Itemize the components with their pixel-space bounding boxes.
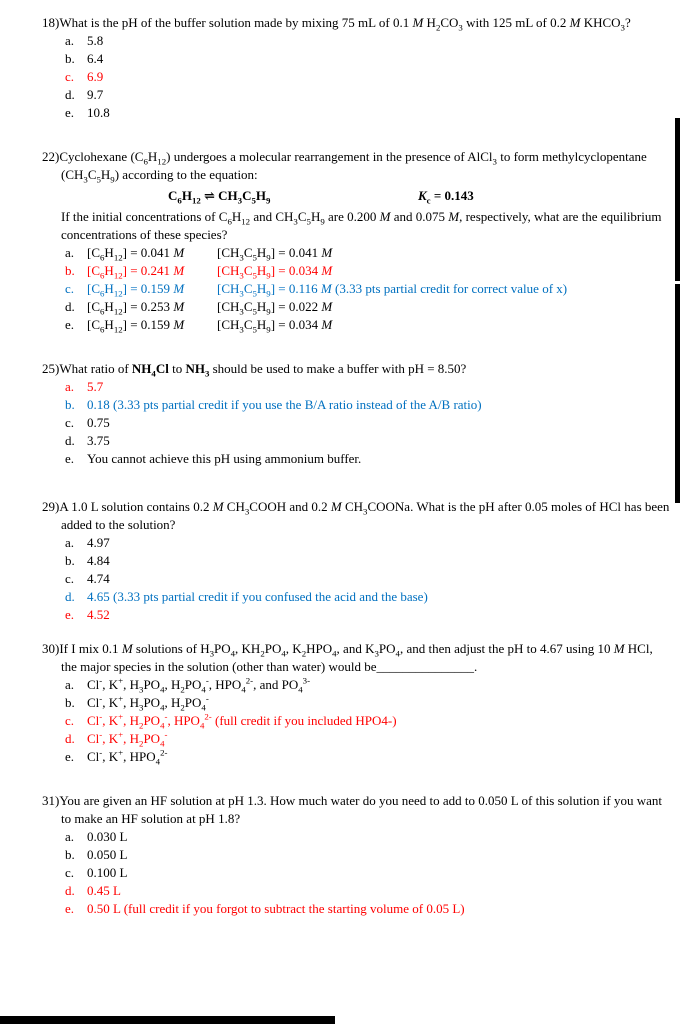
option-text: 3.75 (87, 433, 110, 448)
option-text: Cl-, K+, $H_2PO_4^-$, $HPO_4^{2-}$ (full credit if you included HPO4-) (87, 711, 397, 731)
option-text: 4.97 (87, 535, 110, 550)
answer-option (65, 846, 670, 864)
option-concentration-2: $[CH_3C_5H_9] = 0.041$ M (217, 245, 333, 263)
option-letter: d. (65, 883, 75, 898)
question-text: What is the pH of the buffer solution made by mixing 75 mL of 0.1 M $H_2CO_3$ with 125 mL of 0.2 M $KHCO_3$? (59, 15, 631, 33)
options-list (42, 676, 670, 766)
answer-option (65, 748, 670, 766)
option-concentration-2: $[CH_3C_5H_9] = 0.116$ M (3.33 pts partial credit for correct value of x) (217, 281, 568, 299)
option-letter: c. (65, 69, 75, 84)
answer-option-correct (65, 900, 670, 918)
option-concentration-1: $[C_6H_{12}] = 0.241$ M (87, 263, 185, 281)
answer-option-partial-credit (65, 280, 670, 298)
option-text: 4.65 (3.33 pts partial credit if you confused the acid and the base) (87, 589, 428, 604)
answer-option-correct (65, 606, 670, 624)
option-letter: e. (65, 749, 75, 764)
answer-option-correct (65, 68, 670, 86)
question-number: 30) (42, 641, 60, 656)
option-letter: d. (65, 433, 75, 448)
options-list (42, 828, 670, 918)
option-letter: a. (65, 677, 75, 692)
answer-option (65, 570, 670, 588)
answer-option (65, 534, 670, 552)
question-18 (42, 14, 670, 122)
option-letter: a. (65, 535, 75, 550)
answer-option-correct (65, 730, 670, 748)
option-letter: b. (65, 397, 75, 412)
option-text: Cl-, K+, $HPO_4^{2-}$ (87, 747, 168, 767)
question-number: 22) (42, 149, 60, 164)
answer-option-partial-credit (65, 396, 670, 414)
question-text: You are given an HF solution at pH 1.3. How much water do you need to add to 0.050 L of this solution if you want to make an HF solution at pH 1.8? (59, 793, 662, 826)
options-list (42, 32, 670, 122)
option-concentration-2: $[CH_3C_5H_9] = 0.034$ M (217, 263, 333, 281)
option-text: 6.4 (87, 51, 104, 66)
option-text: 0.18 (3.33 pts partial credit if you use the B/A ratio instead of the A/B ratio) (87, 397, 482, 412)
option-letter: b. (65, 51, 75, 66)
option-letter: e. (65, 317, 75, 332)
option-letter: c. (65, 571, 75, 586)
answer-option (65, 244, 670, 262)
option-concentration-1: $[C_6H_{12}] = 0.253$ M (87, 299, 185, 317)
question-text: Cyclohexane $(C_6H_{12})$ undergoes a molecular rearrangement in the presence of AlCl$_3$ to form methylcyclopentane $(CH_3C_5H_9)$ according to the equation: (59, 149, 647, 185)
option-letter: a. (65, 33, 75, 48)
options-list (42, 378, 670, 468)
option-text: 0.030 L (87, 829, 128, 844)
right-edge-scan-artifact-bottom (675, 284, 680, 503)
options-list (42, 534, 670, 624)
option-concentration-2: $[CH_3C_5H_9] = 0.034$ M (217, 317, 333, 335)
answer-option (65, 552, 670, 570)
option-text: 9.7 (87, 87, 104, 102)
question-31 (42, 792, 670, 918)
option-letter: c. (65, 281, 75, 296)
question-25 (42, 360, 670, 468)
answer-option (65, 694, 670, 712)
answer-option (65, 298, 670, 316)
answer-option-correct (65, 712, 670, 730)
answer-option (65, 316, 670, 334)
question-30 (42, 640, 670, 766)
option-letter: d. (65, 299, 75, 314)
question-stem (42, 640, 670, 676)
answer-option (65, 50, 670, 68)
option-text: 6.9 (87, 69, 104, 84)
option-concentration-1: $[C_6H_{12}] = 0.159$ M (87, 281, 185, 299)
option-text: Cl-, K+, $H_3PO_4$, $H_2PO_4^-$, $HPO_4^{2-}$, and $PO_4^{3-}$ (87, 675, 311, 695)
answer-option (65, 432, 670, 450)
option-text: 0.75 (87, 415, 110, 430)
answer-option (65, 104, 670, 122)
right-edge-scan-artifact-top (675, 118, 680, 281)
answer-option (65, 414, 670, 432)
question-stem (42, 148, 670, 185)
option-text: 0.50 L (full credit if you forgot to subtract the starting volume of 0.05 L) (87, 901, 465, 916)
option-text: Cl-, K+, $H_2PO_4^-$ (87, 729, 168, 749)
option-letter: a. (65, 245, 75, 260)
reaction-formula: $C_6H_{12}$ ⇌ $CH_3C_5H_9$ (168, 188, 271, 206)
option-text: 10.8 (87, 105, 110, 120)
question-number: 31) (42, 793, 60, 808)
option-text: 0.45 L (87, 883, 121, 898)
option-letter: e. (65, 901, 75, 916)
option-letter: c. (65, 865, 75, 880)
question-stem (42, 498, 670, 534)
question-stem (42, 360, 670, 379)
option-letter: d. (65, 589, 75, 604)
option-letter: e. (65, 105, 75, 120)
option-letter: b. (65, 553, 75, 568)
question-29 (42, 498, 670, 624)
question-follow-up: If the initial concentrations of $C_6H_{12}$ and $CH_3C_5H_9$ are 0.200 M and 0.075 M, respectively, what are the equilibrium concentrations of these species? (61, 209, 662, 242)
option-text: Cl-, K+, $H_3PO_4$, $H_2PO_4^-$ (87, 693, 209, 713)
option-concentration-2: $[CH_3C_5H_9] = 0.022$ M (217, 299, 333, 317)
answer-option (65, 828, 670, 846)
question-text: A 1.0 L solution contains 0.2 M $CH_3COOH$ and 0.2 M $CH_3COONa$. What is the pH after 0.05 moles of HCl has been added to the solution? (59, 499, 670, 532)
option-text: 5.7 (87, 379, 104, 394)
option-concentration-1: $[C_6H_{12}] = 0.159$ M (87, 317, 185, 335)
option-letter: b. (65, 263, 75, 278)
option-concentration-1: $[C_6H_{12}] = 0.041$ M (87, 245, 185, 263)
options-list (42, 244, 670, 334)
option-text: 0.050 L (87, 847, 128, 862)
question-text: What ratio of $NH_4Cl$ to $NH_3$ should be used to make a buffer with pH = 8.50? (59, 361, 467, 379)
equilibrium-equation (168, 187, 670, 205)
answer-option-partial-credit (65, 588, 670, 606)
answer-option-correct (65, 378, 670, 396)
option-text: 4.52 (87, 607, 110, 622)
question-number: 29) (42, 499, 60, 514)
answer-option (65, 450, 670, 468)
answer-option (65, 32, 670, 50)
option-letter: d. (65, 731, 75, 746)
option-text: You cannot achieve this pH using ammonium buffer. (87, 451, 362, 466)
option-letter: b. (65, 695, 75, 710)
question-stem (42, 792, 670, 828)
answer-option-correct (65, 262, 670, 280)
equilibrium-constant: $K_c = 0.143$ (418, 188, 474, 206)
option-text: 4.74 (87, 571, 110, 586)
option-letter: e. (65, 607, 75, 622)
answer-option-correct (65, 882, 670, 900)
option-text: 5.8 (87, 33, 104, 48)
option-letter: a. (65, 379, 75, 394)
answer-option (65, 864, 670, 882)
option-letter: a. (65, 829, 75, 844)
option-letter: c. (65, 415, 75, 430)
question-22 (42, 148, 670, 334)
question-number: 18) (42, 15, 60, 30)
option-letter: d. (65, 87, 75, 102)
option-text: 4.84 (87, 553, 110, 568)
option-letter: c. (65, 713, 75, 728)
option-text: 0.100 L (87, 865, 128, 880)
answer-option (65, 676, 670, 694)
question-stem (42, 14, 670, 33)
bottom-edge-scan-artifact (0, 1016, 335, 1024)
question-text: If I mix 0.1 M solutions of $H_3PO_4$, $KH_2PO_4$, $K_2HPO_4$, and $K_3PO_4$, and then adjust the pH to 4.67 using 10 M HCl, the major species in the solution (other than water) would be_______________. (59, 641, 653, 674)
answer-option (65, 86, 670, 104)
option-letter: e. (65, 451, 75, 466)
option-letter: b. (65, 847, 75, 862)
question-number: 25) (42, 361, 60, 376)
